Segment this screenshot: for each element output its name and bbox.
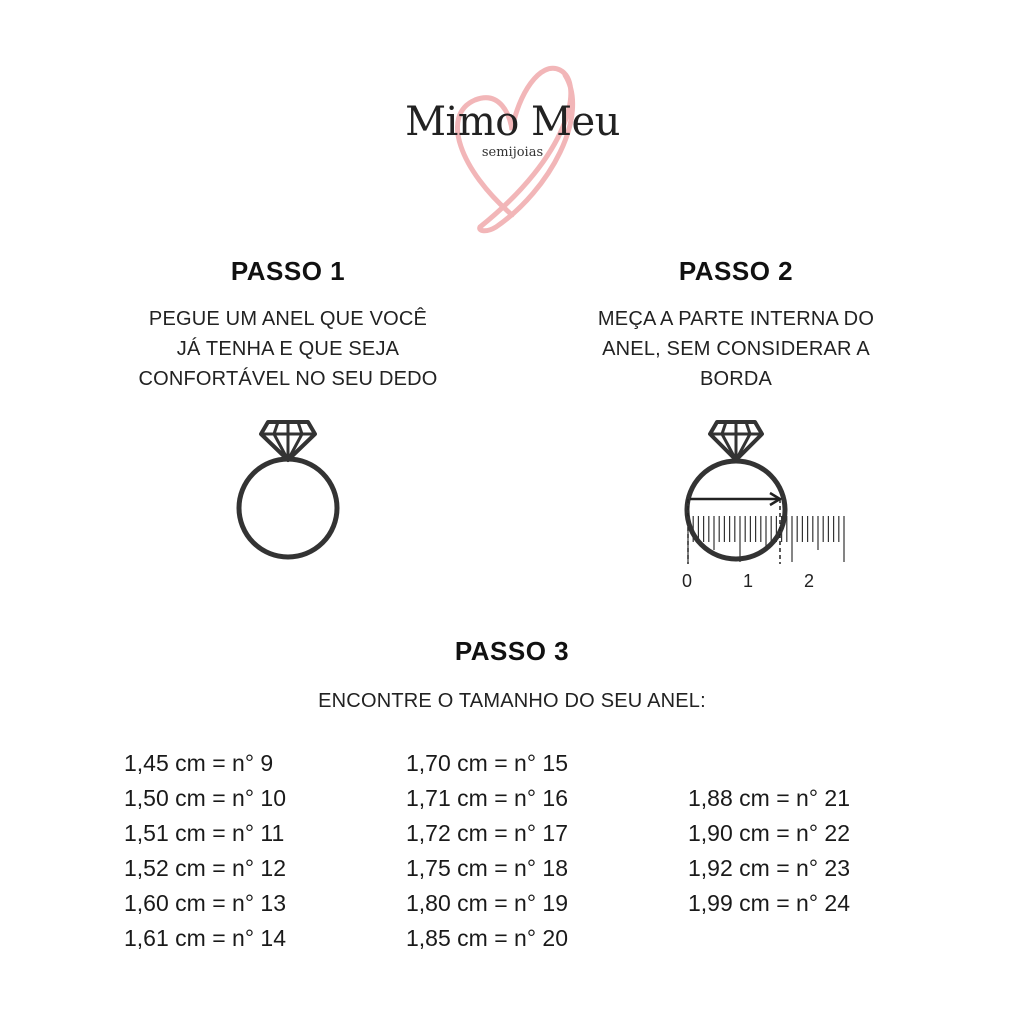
brand-name: Mimo Meu bbox=[405, 99, 620, 145]
ruler-label: 2 bbox=[804, 571, 815, 591]
step2-title: PASSO 2 bbox=[678, 256, 794, 286]
size-entry: 1,99 cm = n° 24 bbox=[688, 890, 850, 916]
step3-title: PASSO 3 bbox=[454, 636, 570, 666]
ring-with-ruler-icon bbox=[670, 412, 850, 572]
size-entry: 1,60 cm = n° 13 bbox=[124, 890, 286, 916]
brand-subtitle: semijoias bbox=[481, 145, 544, 160]
step2-line: BORDA bbox=[699, 368, 773, 390]
step1-text bbox=[110, 304, 466, 394]
step2-line: MEÇA A PARTE INTERNA DO bbox=[597, 308, 875, 330]
step3-text: ENCONTRE O TAMANHO DO SEU ANEL: bbox=[318, 690, 706, 712]
step2-text bbox=[570, 304, 902, 394]
size-entry: 1,75 cm = n° 18 bbox=[406, 855, 568, 881]
step2-line: ANEL, SEM CONSIDERAR A bbox=[602, 338, 870, 360]
size-entry: 1,72 cm = n° 17 bbox=[406, 820, 568, 846]
size-entry: 1,61 cm = n° 14 bbox=[124, 925, 286, 951]
size-entry: 1,85 cm = n° 20 bbox=[406, 925, 568, 951]
size-entry: 1,70 cm = n° 15 bbox=[406, 750, 568, 776]
size-entry: 1,90 cm = n° 22 bbox=[688, 820, 850, 846]
size-entry: 1,50 cm = n° 10 bbox=[124, 785, 286, 811]
step1-line: PEGUE UM ANEL QUE VOCÊ bbox=[148, 308, 428, 330]
ring-icon bbox=[228, 412, 348, 562]
size-column-1 bbox=[124, 746, 286, 956]
size-entry: 1,92 cm = n° 23 bbox=[688, 855, 850, 881]
size-entry: 1,52 cm = n° 12 bbox=[124, 855, 286, 881]
size-entry: 1,71 cm = n° 16 bbox=[406, 785, 568, 811]
step1-line: JÁ TENHA E QUE SEJA bbox=[176, 338, 400, 360]
step1-title: PASSO 1 bbox=[230, 256, 346, 286]
size-column-3 bbox=[688, 781, 850, 921]
size-entry: 1,88 cm = n° 21 bbox=[688, 785, 850, 811]
ruler-label: 1 bbox=[743, 571, 754, 591]
size-entry: 1,51 cm = n° 11 bbox=[124, 820, 285, 846]
size-entry: 1,45 cm = n° 9 bbox=[124, 750, 274, 776]
brand-logo bbox=[400, 55, 625, 235]
size-entry: 1,80 cm = n° 19 bbox=[406, 890, 568, 916]
step1-line: CONFORTÁVEL NO SEU DEDO bbox=[138, 368, 438, 390]
ruler-label: 0 bbox=[682, 571, 693, 591]
size-column-2 bbox=[406, 746, 568, 956]
